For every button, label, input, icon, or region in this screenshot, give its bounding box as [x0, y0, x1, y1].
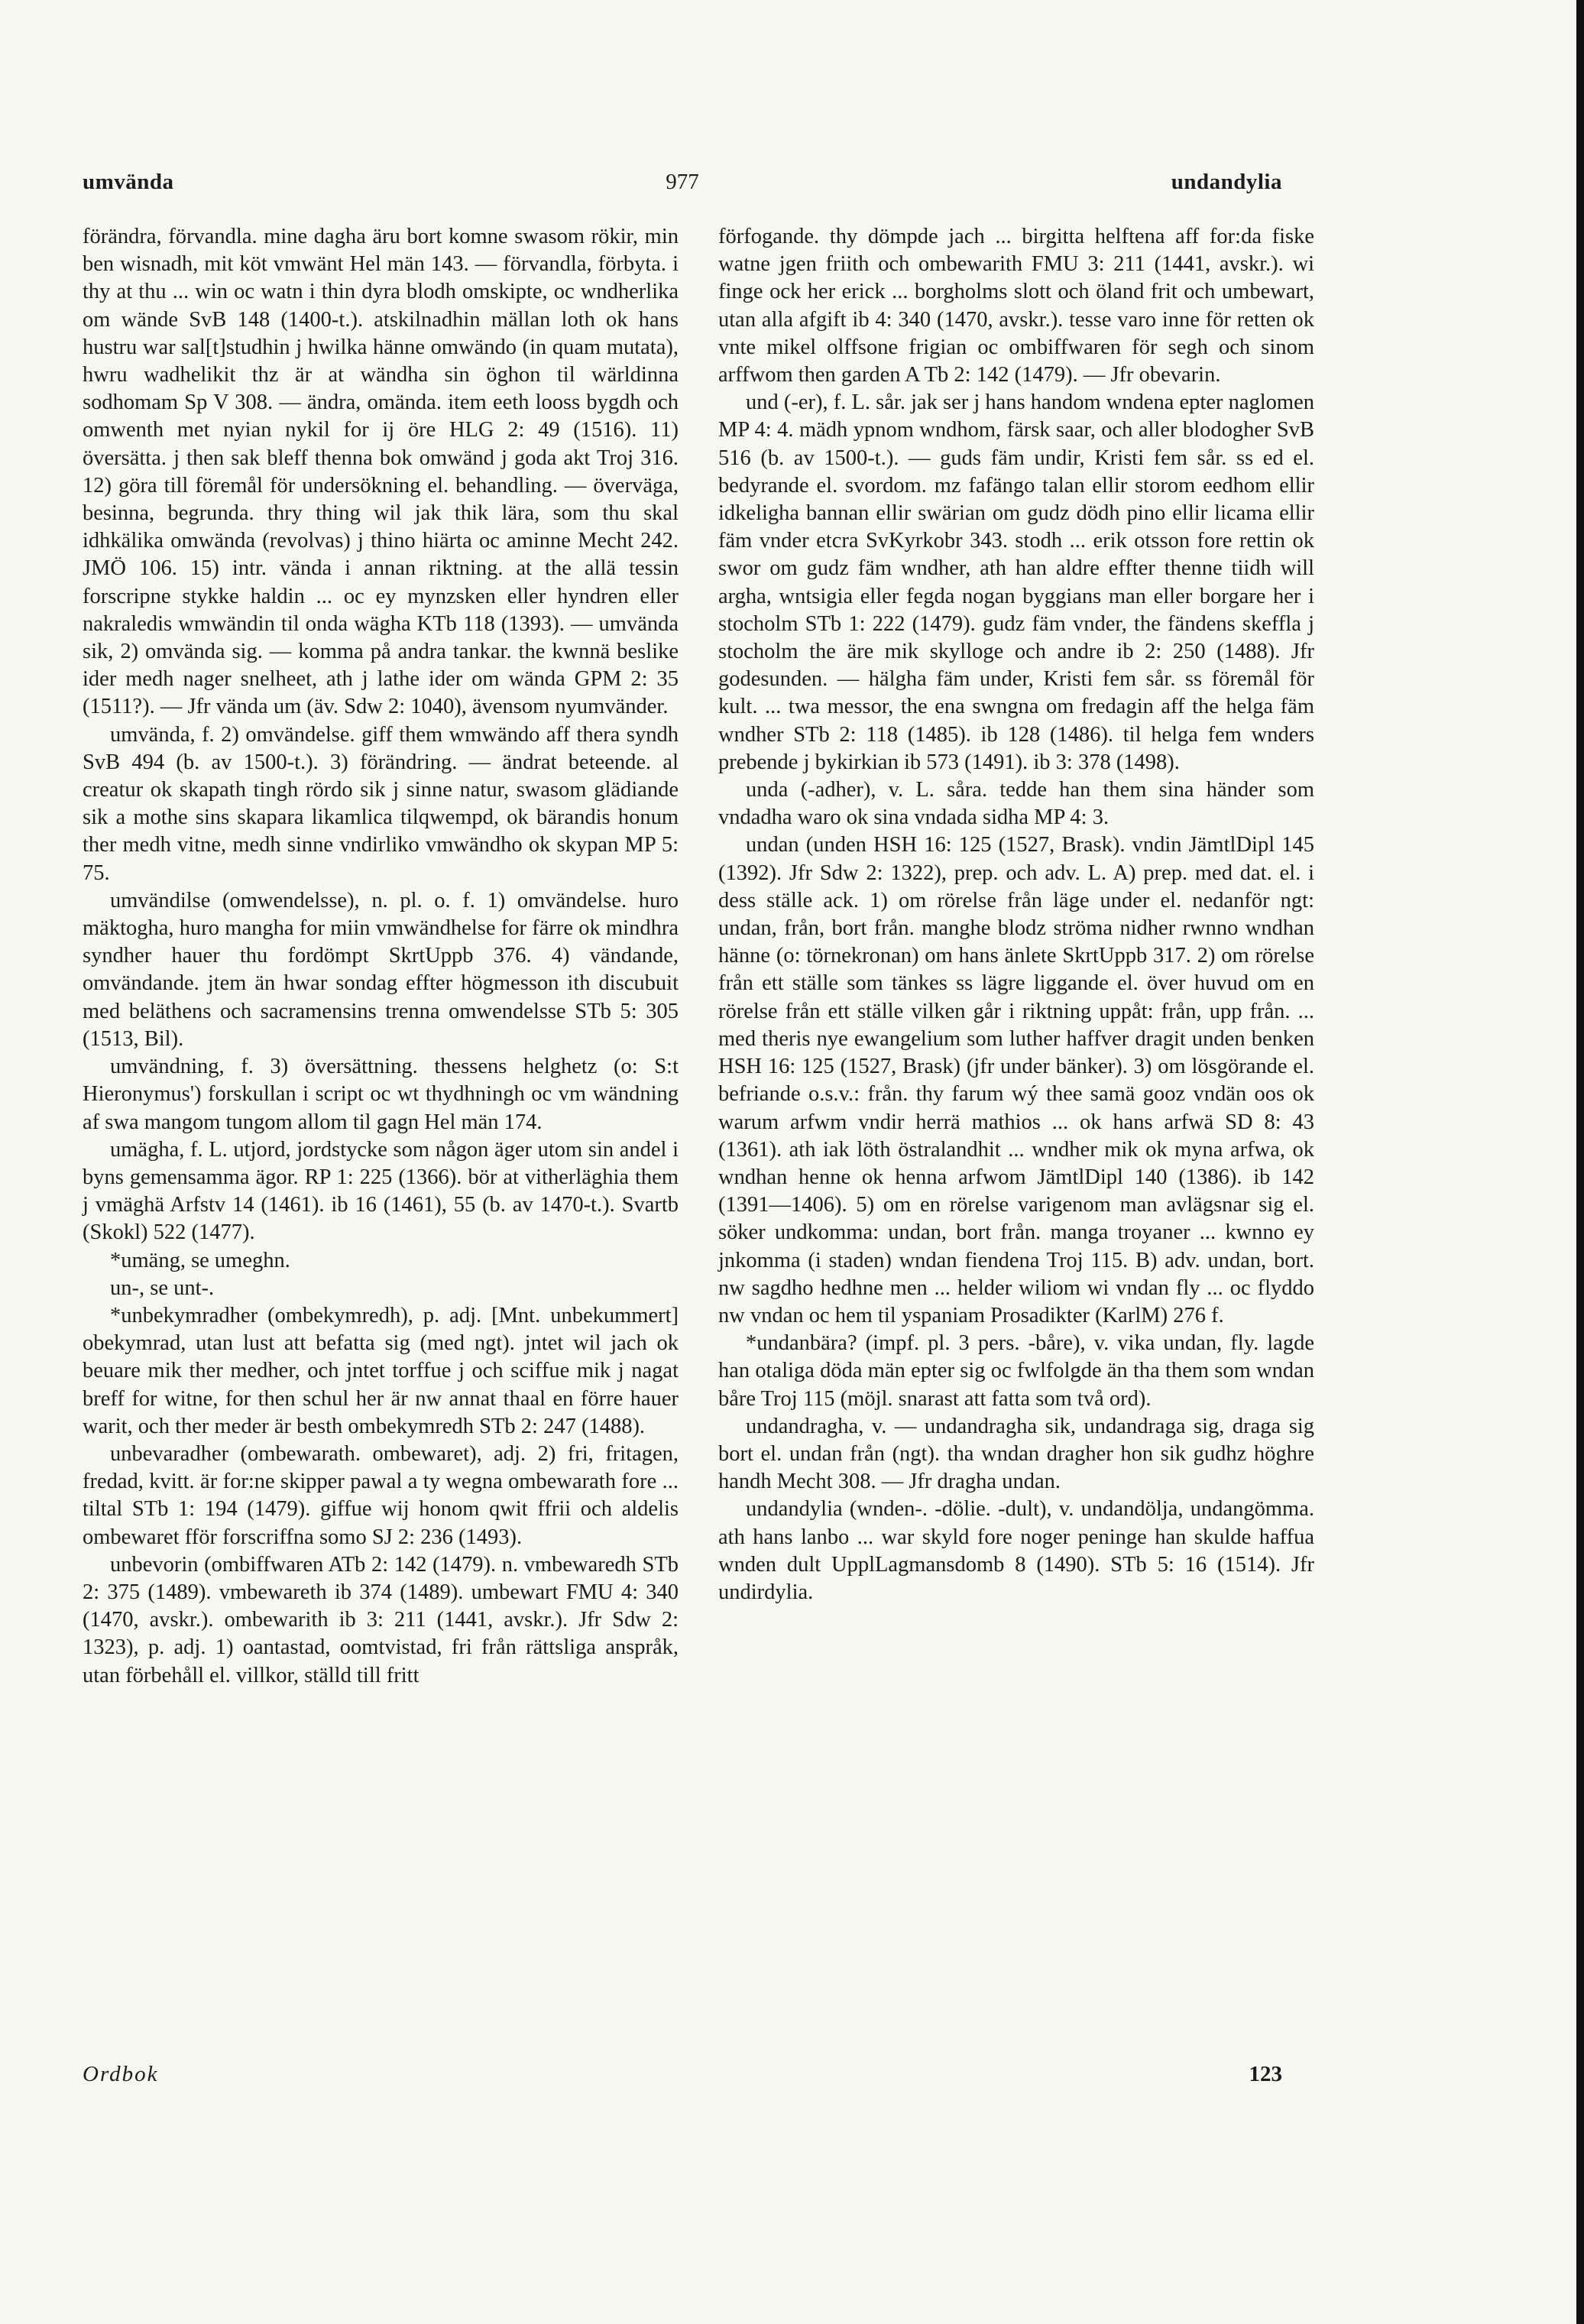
- left-column: [83, 223, 679, 1690]
- header-left-guide-word: umvända: [83, 170, 174, 194]
- scan-edge: [1576, 0, 1584, 2324]
- footer-sheet-number: 123: [1249, 2062, 1282, 2086]
- page-number: 977: [666, 170, 699, 194]
- entry-paragraph: *undanbära? (impf. pl. 3 pers. -båre), v. vika undan, fly. lagde han otaliga döda män epter sig oc fwlfolgde än tha them som wndan båre Troj 115 (möjl. snarast att fatta som två ord).: [718, 1331, 1314, 1411]
- entry-paragraph: und (-er), f. L. sår. jak ser j hans handom wndena epter naglomen MP 4: 4. mädh ypnom wndhom, färsk saar, och aller blodogher SvB 516 (b. av 1500-t.). — guds fäm undir, Kristi fem sår. ss ed el. bedyrande el. svordom. mz fafängo talan ellir storom eedhom ellir idkeligha bannan ellir swärian om gudz dödh pino ellir licama ellir fäm vnder etcra SvKyrkobr 343. stodh ... erik otsson fore rettin ok swor om gudz fäm wndher, ath han aldre effter thenne tiidh will argha, wntsigia eller fegda nogan byggians man eller borgare her i stocholm STb 1: 222 (1479). gudz fäm vnder, the fändens skeffla j stocholm the äre mik skylloge och andre ib 2: 250 (1488). Jfr godesunden. — hälgha fäm under, Kristi fem sår. ss föremål för kult. ... twa messor, the ena swngna om fredagin aff the helga fäm wndher STb 2: 118 (1485). ib 128 (1486). til helga fem wnders prebende j bykirkian ib 573 (1491). ib 3: 378 (1498).: [718, 391, 1314, 774]
- entry-paragraph: umvända, f. 2) omvändelse. giff them wmwändo aff thera syndh SvB 494 (b. av 1500-t.). 3) förändring. — ändrat beteende. al creatur ok skapath tingh rördo sik j sinne natur, swasom glädiande sik a mothe sins skapara likamlica tilqwempd, ok bärandis honum ther medh vitne, medh sinne vndirliko vmwändho ok skypan MP 5: 75.: [83, 722, 679, 885]
- entry-paragraph: förfogande. thy dömpde jach ... birgitta helftena aff for:da fiske watne jgen friith och ombewarith FMU 3: 211 (1441, avskr.). wi finge ock her erick ... borgholms slott och öland frit och umbewart, utan alla afgift ib 4: 340 (1470, avskr.). tesse varo inne för retten ok vnte mikel olffsone frigian oc ombiffwaren för segh och sinom arffwom then garden A Tb 2: 142 (1479). — Jfr obevarin.: [718, 225, 1314, 387]
- entry-paragraph: *unbekymradher (ombekymredh), p. adj. [Mnt. unbekummert] obekymrad, utan lust att befatta sig (med ngt). jntet wil jach ok beuare mik ther medher, och jntet torffue j och sciffue mik j nagat breff for witne, for then schul her är nw annat thaal en förre hauer warit, och ther meder är besth ombekymredh STb 2: 247 (1488).: [83, 1303, 679, 1438]
- entry-paragraph: umvändilse (omwendelsse), n. pl. o. f. 1) omvändelse. huro mäktogha, huro mangha for miin vmwändhelse for färre ok mindhra syndher hauer thu fordömpt SkrtUppb 376. 4) vändande, omvändande. jtem än hwar sondag effter högmesson ith discubuit med beläthens och sacramensins trenna omwendelsse STb 5: 305 (1513, Bil).: [83, 888, 679, 1051]
- entry-paragraph: un-, se unt-.: [110, 1275, 215, 1300]
- entry-paragraph: förändra, förvandla. mine dagha äru bort komne swasom rökir, min ben wisnadh, mit köt vmwänt Hel män 143. — förvandla, förbyta. i thy at thu ... win oc watn i thin dyra blodh omskipte, oc wndherlika om wände SvB 148 (1400-t.). atskilnadhin mällan loth ok hans hustru war sal[t]studhin j hwilka hänne omwändo (in quam mutata), hwru wadhelikit thz är at wändha sin öghon til wärldinna sodhomam Sp V 308. — ändra, omända. item eeth looss bygdh och omwenth met nyian nykil for ij öre HLG 2: 49 (1516). 11) översätta. j then sak bleff thenna bok omwänd j goda akt Troj 316. 12) göra till föremål för undersökning el. behandling. — överväga, besinna, begrunda. thry thing wil jak thik lära, som thu skal idhkälika omwända (revolvas) j thino hiärta oc aminne Mecht 242. JMÖ 106. 15) intr. vända i annan riktning. at the allä tessin forscripne stykke haldin ... oc ey mynzsken eller hyndren eller nakraledis wmwändin til onda wägha KTb 118 (1393). — umvända sik, 2) omvända sig. — komma på andra tankar. the kwnnä beslike ider medh nager snelheet, ath j lathe ider om wända GPM 2: 35 (1511?). — Jfr vända um (äv. Sdw 2: 1040), ävensom nyumvänder.: [83, 225, 679, 719]
- entry-paragraph: undandylia (wnden-. -dölie. -dult), v. undandölja, undangömma. ath hans lanbo ... war skyld fore noger peninge han skulde haffua wnden dult UpplLagmansdomb 8 (1490). STb 5: 16 (1514). Jfr undirdylia.: [718, 1497, 1314, 1604]
- page-footer: [83, 2062, 1282, 2092]
- entry-paragraph: unbevaradher (ombewarath. ombewaret), adj. 2) fri, fritagen, fredad, kvitt. är for:ne skipper pawal a ty wegna ombewarath fore ... tiltal STb 1: 194 (1479). giffue wij honom qwit ffrii och aldelis ombewaret fför forscriffna somo SJ 2: 236 (1493).: [83, 1441, 679, 1549]
- entry-paragraph: umägha, f. L. utjord, jordstycke som någon äger utom sin andel i byns gemensamma ägor. RP 1: 225 (1366). bör at vitherläghia them j vmäghä Arfstv 14 (1461). ib 16 (1461), 55 (b. av 1470-t.). Svartb (Skokl) 522 (1477).: [83, 1137, 679, 1245]
- entry-paragraph: umvändning, f. 3) översättning. thessens helghetz (o: S:t Hieronymus') forskullan i script oc wt thydhningh oc vm wändning af swa mangom tungom allom til gagn Hel män 174.: [83, 1055, 679, 1134]
- entry-paragraph: undandragha, v. — undandragha sik, undandraga sig, draga sig bort el. undan från (ngt). tha wndan dragher hon sik gudhz höghre handh Mecht 308. — Jfr dragha undan.: [718, 1414, 1314, 1494]
- footer-signature: Ordbok: [83, 2062, 159, 2086]
- entry-paragraph: unda (-adher), v. L. såra. tedde han them sina händer som vndadha waro ok sina vndada sidha MP 4: 3.: [718, 778, 1314, 830]
- entry-paragraph: unbevorin (ombiffwaren ATb 2: 142 (1479). n. vmbewaredh STb 2: 375 (1489). vmbewareth ib 374 (1489). umbewart FMU 4: 340 (1470, avskr.). ombewarith ib 3: 211 (1441, avskr.). Jfr Sdw 2: 1323), p. adj. 1) oantastad, oomtvistad, fri från rättsliga anspråk, utan förbehåll el. villkor, ställd till fritt: [83, 1552, 679, 1687]
- header-right-guide-word: undandylia: [1171, 170, 1282, 194]
- right-column: [718, 223, 1314, 1606]
- page-header: [83, 170, 1282, 200]
- entry-paragraph: *umäng, se umeghn.: [110, 1248, 290, 1272]
- entry-paragraph: undan (unden HSH 16: 125 (1527, Brask). vndin JämtlDipl 145 (1392). Jfr Sdw 2: 1322), prep. och adv. L. A) prep. med dat. el. i dess ställe ack. 1) om rörelse från läge under el. nedanför ngt: undan, från, bort från. manghe blodz ströma nidher rwnno wndhan hänne (o: törnekronan) om hans änlete SkrtUppb 317. 2) om rörelse från ett ställe som tänkes ss lägre liggande el. över huvud om en rörelse från ett ställe vilken går i riktning uppåt: från, upp från. ... med theris nye ewangelium som luther haffver dragit unden benken HSH 16: 125 (1527, Brask) (jfr under bänker). 3) om lösgörande el. befriande o.s.v.: från. thy farum wý thee samä gooz vndän oos ok warum arfwm vndir herrä mathios ... ok hans arfwä SD 8: 43 (1361). ath iak löth östralandhit ... wndher mik ok myna arfwa, ok wndhan henne ok henna arfwom JämtlDipl 140 (1386). ib 142 (1391—1406). 5) om en rörelse varigenom man avlägsnar sig el. söker undkomma: undan, bort från. manga troyaner ... kwnno ey jnkomma (i staden) wndan fiendena Troj 115. B) adv. undan, bort. nw sagdho hedhne men ... helder wiliom wi vndan fly ... oc flyddo nw vndan oc hem til yspaniam Prosadikter (KarlM) 276 f.: [718, 833, 1314, 1327]
